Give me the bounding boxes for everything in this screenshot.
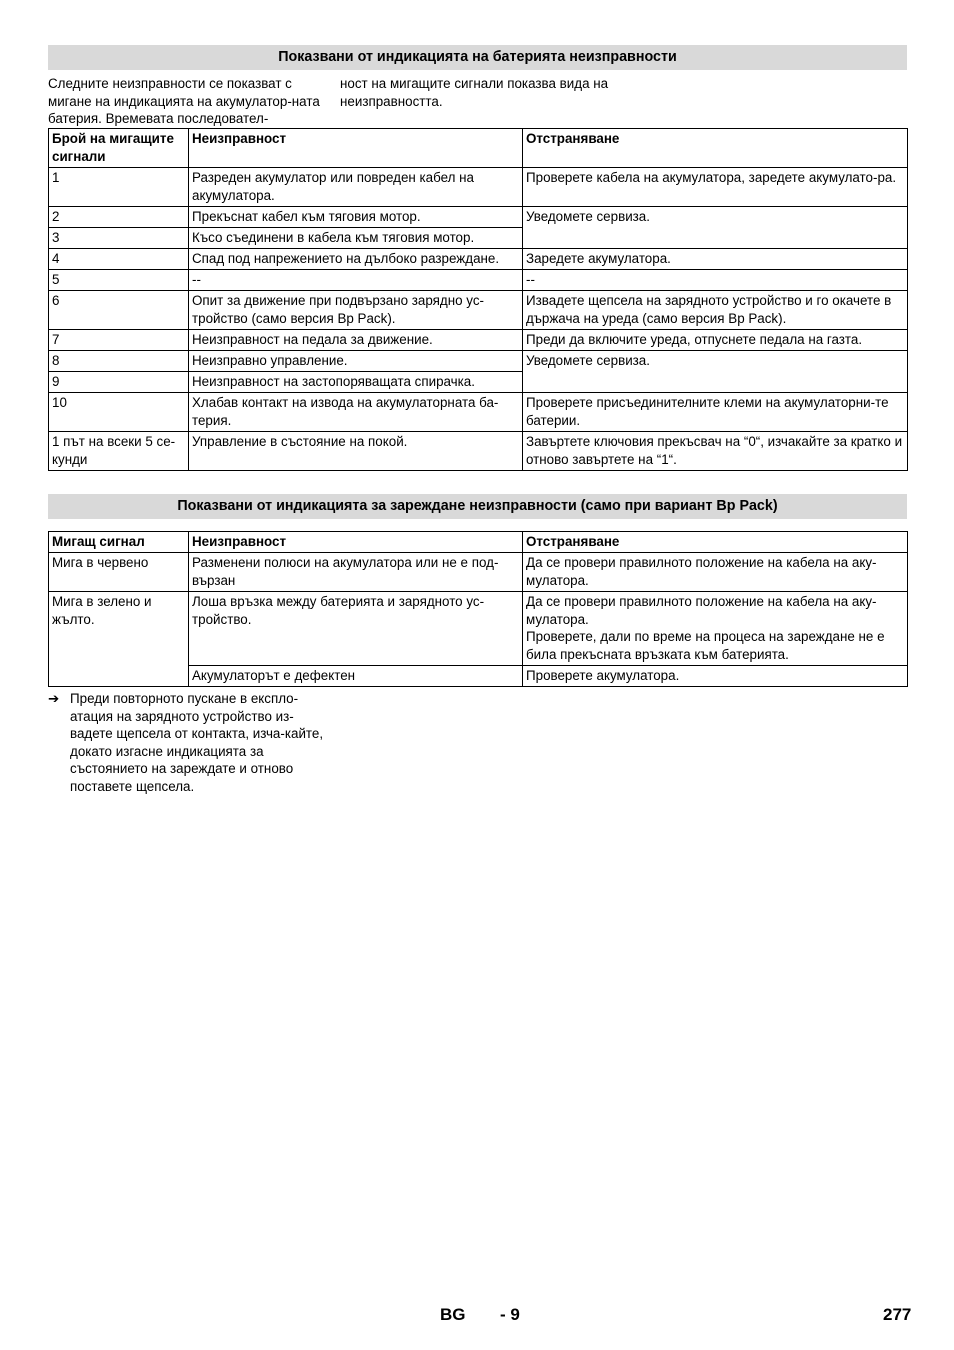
table-row bbox=[49, 207, 908, 228]
cell-fault: Лоша връзка между батерията и зарядното ус-тройство. bbox=[189, 592, 523, 666]
cell-remedy: Да се провери правилното положение на кабела на аку-мулатора. bbox=[523, 553, 908, 592]
cell-remedy: -- bbox=[523, 270, 908, 291]
cell-fault: Късо съединени в кабела към тяговия мотор. bbox=[189, 228, 523, 249]
cell-remedy: Проверете кабела на акумулатора, заредете акумулато-ра. bbox=[523, 168, 908, 207]
cell-fault: -- bbox=[189, 270, 523, 291]
table-row bbox=[49, 393, 908, 432]
table-header-row bbox=[49, 129, 908, 168]
intro-paragraph-2: ност на мигащите сигнали показва вида на неизправността. bbox=[340, 76, 609, 109]
footer-section-page: - 9 bbox=[500, 1305, 520, 1324]
cell-remedy: Завъртете ключовия прекъсвач на “0“, изчакайте за кратко и отново завъртете на “1“. bbox=[523, 432, 908, 471]
cell-fault: Неизправност на застопоряващата спирачка. bbox=[189, 372, 523, 393]
cell-remedy bbox=[523, 592, 908, 666]
cell-signal: Мига в червено bbox=[49, 553, 189, 592]
table-header-row bbox=[49, 532, 908, 553]
cell-count: 10 bbox=[49, 393, 189, 432]
column-header-remedy: Отстраняване bbox=[523, 129, 908, 168]
cell-fault: Разменени полюси на акумулатора или не е под-вързан bbox=[189, 553, 523, 592]
column-header-fault: Неизправност bbox=[189, 129, 523, 168]
table-row bbox=[49, 270, 908, 291]
cell-fault: Акумулаторът е дефектен bbox=[189, 666, 523, 687]
cell-fault: Опит за движение при подвързано зарядно ус-тройство (само версия Bp Pack). bbox=[189, 291, 523, 330]
table-row bbox=[49, 168, 908, 207]
battery-fault-table bbox=[48, 128, 908, 471]
table-row bbox=[49, 432, 908, 471]
cell-fault: Управление в състояние на покой. bbox=[189, 432, 523, 471]
section-title-charging-faults: Показвани от индикацията за зареждане неизправности (само при вариант Bp Pack) bbox=[48, 494, 907, 519]
cell-remedy: Извадете щепсела на зарядното устройство и го окачете в държача на уреда (само версия Bp Pack). bbox=[523, 291, 908, 330]
table-row bbox=[49, 291, 908, 330]
cell-fault: Спад под напрежението на дълбоко разреждане. bbox=[189, 249, 523, 270]
footer-language: BG bbox=[440, 1305, 466, 1324]
cell-fault: Разреден акумулатор или повреден кабел на акумулатора. bbox=[189, 168, 523, 207]
table-row bbox=[49, 330, 908, 351]
cell-count: 1 bbox=[49, 168, 189, 207]
section-title-battery-faults: Показвани от индикацията на батерията неизправности bbox=[48, 45, 907, 70]
cell-fault: Прекъснат кабел към тяговия мотор. bbox=[189, 207, 523, 228]
cell-count: 9 bbox=[49, 372, 189, 393]
arrow-right-icon: ➔ bbox=[48, 691, 60, 706]
cell-count: 6 bbox=[49, 291, 189, 330]
cell-count: 7 bbox=[49, 330, 189, 351]
cell-count: 3 bbox=[49, 228, 189, 249]
table-row bbox=[49, 249, 908, 270]
column-header-remedy: Отстраняване bbox=[523, 532, 908, 553]
column-header-blink-count: Брой на мигащите сигнали bbox=[49, 129, 189, 168]
cell-count: 1 път на всеки 5 се-кунди bbox=[49, 432, 189, 471]
cell-remedy: Проверете присъединителните клеми на акумулаторни-те батерии. bbox=[523, 393, 908, 432]
intro-column-2 bbox=[340, 75, 625, 110]
charging-fault-table bbox=[48, 531, 908, 687]
cell-remedy: Уведомете сервиза. bbox=[523, 351, 908, 393]
table-row bbox=[49, 592, 908, 666]
cell-count: 2 bbox=[49, 207, 189, 228]
cell-remedy: Заредете акумулатора. bbox=[523, 249, 908, 270]
cell-fault: Хлабав контакт на извода на акумулаторната ба-терия. bbox=[189, 393, 523, 432]
cell-count: 8 bbox=[49, 351, 189, 372]
column-header-fault: Неизправност bbox=[189, 532, 523, 553]
cell-fault: Неизправно управление. bbox=[189, 351, 523, 372]
column-header-signal: Мигащ сигнал bbox=[49, 532, 189, 553]
intro-column-1 bbox=[48, 75, 333, 128]
remedy-line-2: Проверете, дали по време на процеса на зареждане не е била прекъсната връзката към батерията. bbox=[526, 629, 885, 662]
cell-count: 5 bbox=[49, 270, 189, 291]
cell-remedy: Преди да включите уреда, отпуснете педала на газта. bbox=[523, 330, 908, 351]
footer-page-number: 277 bbox=[883, 1305, 912, 1324]
cell-fault: Неизправност на педала за движение. bbox=[189, 330, 523, 351]
table-row bbox=[49, 553, 908, 592]
table-row bbox=[49, 351, 908, 372]
cell-remedy: Проверете акумулатора. bbox=[523, 666, 908, 687]
cell-count: 4 bbox=[49, 249, 189, 270]
remedy-line-1: Да се провери правилното положение на кабела на аку-мулатора. bbox=[526, 594, 877, 627]
intro-paragraph-1: Следните неизправности се показват с мигане на индикацията на акумулатор-ната батерия. Времевата последовател- bbox=[48, 76, 320, 126]
cell-remedy: Уведомете сервиза. bbox=[523, 207, 908, 249]
cell-signal: Мига в зелено и жълто. bbox=[49, 592, 189, 687]
note-text: Преди повторното пускане в експло-атация на зарядното устройство из-вадете щепсела от контакта, изча-кайте, докато изгасне индикацията за състоянието на зареждате и отново поставете щепсела. bbox=[70, 691, 324, 794]
